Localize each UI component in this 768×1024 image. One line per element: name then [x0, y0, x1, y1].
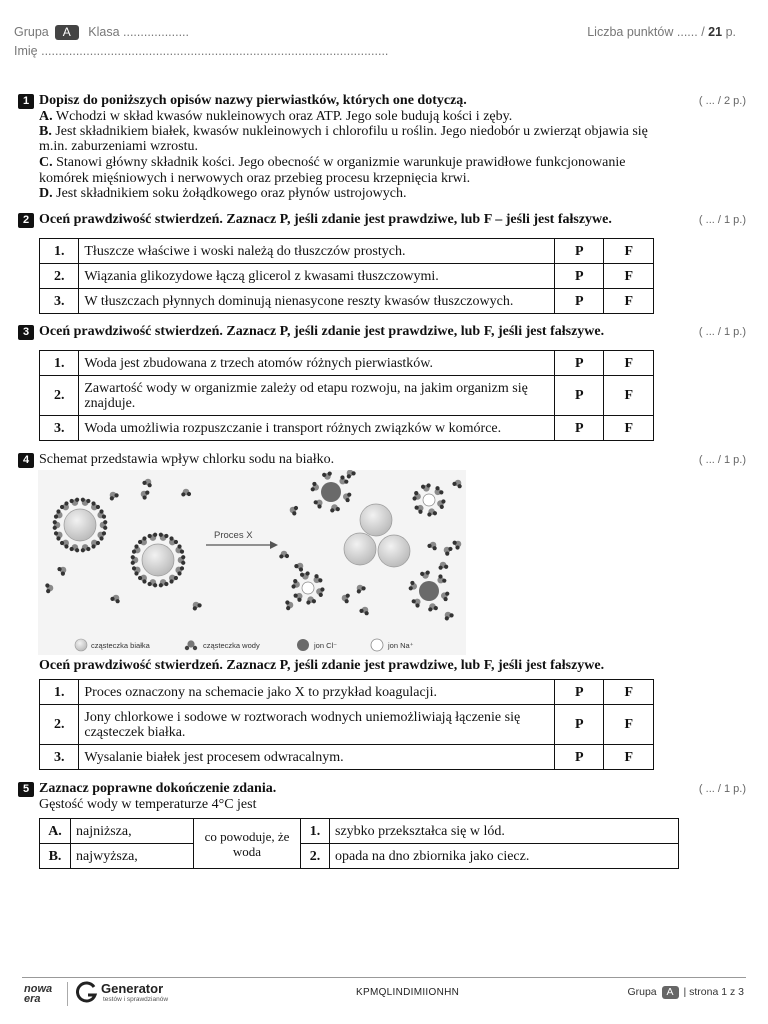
- task-intro: Schemat przedstawia wpływ chlorku sodu na białko.: [39, 452, 335, 467]
- water-h-atom: [421, 485, 425, 489]
- water-h-atom: [415, 506, 419, 510]
- task-points: ( ... / 1 p.): [698, 454, 746, 466]
- task-number: 4: [18, 453, 34, 468]
- option-1[interactable]: szybko przekształca się w lód.: [330, 819, 679, 844]
- water-h-atom: [116, 599, 120, 603]
- water-h-atom: [96, 541, 100, 545]
- water-h-atom: [444, 565, 448, 569]
- table-row: 3. Wysalanie białek jest procesem odwracalnym. P F: [40, 745, 654, 770]
- name-dots: ....................................................................................................: [41, 44, 389, 58]
- water-h-atom: [365, 611, 369, 615]
- water-h-atom: [314, 574, 318, 578]
- water-h-atom: [322, 473, 326, 477]
- water-h-atom: [57, 567, 61, 571]
- task-4-question: [18, 658, 746, 678]
- water-h-atom: [142, 481, 146, 485]
- water-h-atom: [131, 561, 135, 565]
- water-h-atom: [169, 579, 173, 583]
- water-h-atom: [169, 536, 173, 540]
- water-h-atom: [412, 599, 416, 603]
- water-h-atom: [433, 511, 437, 515]
- water-h-atom: [64, 501, 68, 505]
- water-h-atom: [357, 589, 361, 593]
- footer-divider: [22, 977, 746, 978]
- task-title: Zaznacz poprawne dokończenie zdania.: [39, 781, 277, 796]
- table-row: [40, 844, 679, 869]
- task-number: 5: [18, 782, 34, 797]
- protein-molecule: [142, 544, 174, 576]
- water-h-atom: [174, 576, 178, 580]
- legend-cl: jon Cl⁻: [314, 641, 338, 650]
- water-h-atom: [54, 531, 58, 535]
- water-h-atom: [347, 474, 351, 478]
- water-h-atom: [164, 534, 168, 538]
- water-h-atom: [177, 571, 181, 575]
- water-h-atom: [359, 609, 363, 613]
- water-h-atom: [351, 471, 355, 475]
- task-number: 3: [18, 325, 34, 340]
- footer-group-badge: A: [662, 986, 679, 999]
- answer-f[interactable]: F: [604, 351, 654, 376]
- water-h-atom: [56, 536, 60, 540]
- water-h-atom: [46, 589, 50, 593]
- middle-text: co powoduje, że woda: [194, 819, 301, 869]
- task-1: [18, 93, 746, 203]
- chloride-ion: [419, 581, 439, 601]
- table-row: 1. Tłuszcze właściwe i woski należą do tłuszczów prostych. P F: [40, 239, 654, 264]
- water-h-atom: [314, 500, 318, 504]
- water-h-atom: [442, 579, 446, 583]
- class-label: Klasa: [88, 25, 120, 39]
- water-h-atom: [330, 508, 334, 512]
- water-h-atom: [319, 593, 323, 597]
- answer-p[interactable]: P: [555, 239, 604, 264]
- water-h-atom: [164, 582, 168, 586]
- generator-subtitle: testów i sprawdzianów: [103, 996, 169, 1003]
- protein-molecule: [64, 509, 96, 541]
- document-code: KPMQLINDIMIIONHN: [356, 987, 460, 998]
- water-h-atom: [300, 573, 304, 577]
- water-h-atom: [99, 536, 103, 540]
- answer-f[interactable]: F: [604, 416, 654, 441]
- table-row: 1. Proces oznaczony na schemacie jako X to przykład koagulacji. P F: [40, 680, 654, 705]
- legend-water: cząsteczka wody: [203, 641, 260, 650]
- name-label: Imię: [14, 44, 38, 58]
- table-row: 2. Jony chlorkowe i sodowe w roztworach wodnych uniemożliwiają łączenie się cząsteczek białka. P F: [40, 705, 654, 745]
- points-line: [587, 25, 736, 39]
- group-line: [14, 25, 189, 40]
- table-row: 3. W tłuszczach płynnych dominują nienasycone reszty kwasów tłuszczowych. P F: [40, 289, 654, 314]
- water-h-atom: [292, 511, 296, 515]
- water-h-atom: [305, 571, 309, 575]
- water-h-atom: [445, 616, 449, 620]
- water-h-atom: [148, 534, 152, 538]
- task-title: Oceń prawdziwość stwierdzeń. Zaznacz P, jeśli zdanie jest prawdziwe, lub F, jeśli jest fałszywe.: [39, 324, 605, 339]
- water-h-atom: [449, 613, 453, 617]
- points-label: Liczba punktów: [587, 25, 674, 39]
- group-label: Grupa: [14, 25, 49, 39]
- water-h-atom: [145, 490, 149, 494]
- water-h-atom: [427, 544, 431, 548]
- mc-table-task-5: [39, 818, 679, 869]
- water-h-atom: [70, 547, 74, 551]
- points-total: 21: [708, 25, 723, 39]
- water-h-atom: [193, 606, 197, 610]
- water-h-atom: [445, 551, 449, 555]
- water-h-atom: [86, 547, 90, 551]
- water-h-atom: [132, 549, 136, 553]
- tf-table-task-2: [39, 238, 654, 314]
- table-row: 2. Wiązania glikozydowe łączą glicerol z kwasami tłuszczowymi. P F: [40, 264, 654, 289]
- task-points: ( ... / 1 p.): [698, 783, 746, 795]
- water-h-atom: [297, 598, 301, 602]
- water-h-atom: [294, 594, 298, 598]
- task-stem: Gęstość wody w temperaturze 4°C jest: [39, 797, 257, 812]
- water-h-atom: [143, 495, 147, 499]
- water-h-atom: [346, 594, 350, 598]
- water-h-atom: [299, 567, 303, 571]
- water-h-atom: [441, 499, 445, 503]
- answer-f[interactable]: F: [604, 376, 654, 416]
- water-h-atom: [414, 491, 418, 495]
- task-number: 1: [18, 94, 34, 109]
- water-h-atom: [452, 482, 456, 486]
- answer-p[interactable]: P: [555, 289, 604, 314]
- water-h-atom: [153, 583, 157, 587]
- option-1-num[interactable]: 1.: [301, 819, 330, 844]
- table-row: 1. Woda jest zbudowana z trzech atomów różnych pierwiastków. P F: [40, 351, 654, 376]
- water-h-atom: [294, 506, 298, 510]
- water-h-atom: [439, 490, 443, 494]
- water-h-atom: [86, 499, 90, 503]
- water-h-atom: [180, 566, 184, 570]
- item-b-cont: m.in. zaburzeniami wzrostu.: [39, 139, 199, 154]
- legend-protein: cząsteczka białka: [91, 641, 150, 650]
- water-h-atom: [81, 548, 85, 552]
- group-badge: A: [55, 25, 79, 40]
- water-h-atom: [177, 544, 181, 548]
- answer-f[interactable]: F: [604, 745, 654, 770]
- name-line: [14, 44, 388, 58]
- option-a[interactable]: najniższa,: [71, 819, 194, 844]
- water-h-atom: [142, 579, 146, 583]
- task-points: ( ... / 2 p.): [698, 95, 746, 107]
- water-h-atom: [110, 496, 114, 500]
- water-h-atom: [412, 496, 416, 500]
- chloride-ion: [321, 482, 341, 502]
- sodium-ion: [302, 582, 314, 594]
- water-h-atom: [285, 554, 289, 558]
- task-points: ( ... / 1 p.): [698, 214, 746, 226]
- water-h-atom: [443, 597, 447, 601]
- logo-divider: [67, 982, 68, 1006]
- salting-out-diagram: [38, 470, 466, 655]
- sodium-ion: [423, 494, 435, 506]
- water-h-atom: [45, 583, 49, 587]
- task-points: ( ... / 1 p.): [698, 326, 746, 338]
- water-h-atom: [426, 570, 430, 574]
- answer-p[interactable]: P: [555, 351, 604, 376]
- water-h-atom: [159, 533, 163, 537]
- water-h-atom: [418, 510, 422, 514]
- task-title: Dopisz do poniższych opisów nazwy pierwiastków, których one dotyczą.: [39, 93, 467, 108]
- answer-p[interactable]: P: [555, 416, 604, 441]
- water-h-atom: [320, 587, 324, 591]
- water-h-atom: [433, 546, 437, 550]
- answer-p[interactable]: P: [555, 745, 604, 770]
- water-h-atom: [148, 483, 152, 487]
- option-2-num[interactable]: 2.: [301, 844, 330, 869]
- answer-f[interactable]: F: [604, 289, 654, 314]
- water-h-atom: [70, 499, 74, 503]
- water-h-atom: [438, 574, 442, 578]
- points-dots: ......: [676, 25, 698, 39]
- water-h-atom: [294, 564, 298, 568]
- water-h-atom: [187, 492, 191, 496]
- table-row: 3. Woda umożliwia rozpuszczanie i transport różnych związków w komórce. P F: [40, 416, 654, 441]
- item-c-cont: komórek mięśniowych i nerwowych oraz przebieg procesu krzepnięcia krwi.: [39, 171, 471, 186]
- footer-group-label: Grupa: [627, 986, 657, 998]
- item-c: C. Stanowi główny składnik kości. Jego obecność w organizmie warunkuje prawidłowe funkcjonowanie: [39, 155, 626, 170]
- legend-na-icon: [371, 639, 383, 651]
- protein-molecule: [360, 504, 392, 536]
- table-row: [40, 819, 679, 844]
- water-h-atom: [99, 509, 103, 513]
- water-h-atom: [435, 486, 439, 490]
- task-4: [18, 452, 746, 472]
- water-h-atom: [427, 512, 431, 516]
- water-h-atom: [410, 581, 414, 585]
- water-h-atom: [56, 509, 60, 513]
- water-h-atom: [103, 520, 107, 524]
- water-h-atom: [197, 603, 201, 607]
- water-h-atom: [445, 592, 449, 596]
- water-h-atom: [345, 599, 349, 603]
- water-h-atom: [344, 480, 348, 484]
- footer-page-info: [627, 986, 744, 999]
- water-h-atom: [61, 571, 65, 575]
- option-b-letter[interactable]: B.: [40, 844, 71, 869]
- water-h-atom: [293, 579, 297, 583]
- water-h-atom: [131, 555, 135, 559]
- water-h-atom: [434, 606, 438, 610]
- answer-f[interactable]: F: [604, 264, 654, 289]
- answer-f[interactable]: F: [604, 705, 654, 745]
- water-h-atom: [415, 603, 419, 607]
- task-3: [18, 324, 746, 344]
- water-h-atom: [440, 505, 444, 509]
- water-h-atom: [420, 572, 424, 576]
- water-h-atom: [60, 541, 64, 545]
- task-2: [18, 212, 746, 232]
- answer-p[interactable]: P: [555, 680, 604, 705]
- water-h-atom: [53, 526, 57, 530]
- water-h-atom: [134, 571, 138, 575]
- water-h-atom: [102, 514, 106, 518]
- answer-f[interactable]: F: [604, 239, 654, 264]
- legend-cl-icon: [297, 639, 309, 651]
- class-dots: ...................: [123, 25, 190, 39]
- water-h-atom: [279, 554, 283, 558]
- task-5: [18, 781, 746, 817]
- water-h-atom: [409, 586, 413, 590]
- water-h-atom: [180, 549, 184, 553]
- water-h-atom: [102, 531, 106, 535]
- water-h-atom: [134, 544, 138, 548]
- water-h-atom: [311, 487, 315, 491]
- legend-protein-icon: [75, 639, 87, 651]
- task-number: 2: [18, 213, 34, 228]
- footer-page-number: | strona 1 z 3: [683, 986, 744, 998]
- water-h-atom: [132, 566, 136, 570]
- water-h-atom: [148, 582, 152, 586]
- water-h-atom: [96, 505, 100, 509]
- water-h-atom: [138, 540, 142, 544]
- water-h-atom: [103, 526, 107, 530]
- water-h-atom: [426, 483, 430, 487]
- water-h-atom: [312, 599, 316, 603]
- water-h-atom: [159, 583, 163, 587]
- item-a: A. Wchodzi w skład kwasów nukleinowych oraz ATP. Jego sole budują kości i zęby.: [39, 109, 513, 124]
- table-row: 2. Zawartość wody w organizmie zależy od etapu rozwoju, na jakim organizm się znajduje. P F: [40, 376, 654, 416]
- water-h-atom: [448, 547, 452, 551]
- task-title: Oceń prawdziwość stwierdzeń. Zaznacz P, jeśli zdanie jest prawdziwe, lub F, jeśli jest fałszywe.: [39, 658, 605, 673]
- water-h-atom: [64, 544, 68, 548]
- water-h-atom: [181, 555, 185, 559]
- water-h-atom: [153, 533, 157, 537]
- water-h-atom: [328, 471, 332, 475]
- water-h-atom: [181, 561, 185, 565]
- nowa-era-logo: nowa era: [24, 983, 53, 1005]
- water-h-atom: [336, 507, 340, 511]
- water-h-atom: [110, 597, 114, 601]
- water-h-atom: [286, 606, 290, 610]
- water-h-atom: [439, 566, 443, 570]
- answer-p[interactable]: P: [555, 376, 604, 416]
- water-h-atom: [142, 536, 146, 540]
- water-h-atom: [81, 498, 85, 502]
- process-label: Proces X: [214, 530, 253, 541]
- water-h-atom: [54, 514, 58, 518]
- generator-title: Generator: [101, 981, 164, 996]
- water-h-atom: [361, 586, 365, 590]
- water-h-atom: [181, 492, 185, 496]
- water-h-atom: [458, 484, 462, 488]
- water-h-atom: [317, 504, 321, 508]
- water-h-atom: [428, 607, 432, 611]
- task-title: Oceń prawdziwość stwierdzeń. Zaznacz P, jeśli zdanie jest prawdziwe, lub F – jeśli jest fałszywe.: [39, 212, 612, 227]
- tf-table-task-4: [39, 679, 654, 770]
- option-b[interactable]: najwyższa,: [71, 844, 194, 869]
- water-h-atom: [340, 475, 344, 479]
- answer-p[interactable]: P: [555, 264, 604, 289]
- option-a-letter[interactable]: A.: [40, 819, 71, 844]
- protein-molecule: [378, 535, 410, 567]
- water-h-atom: [345, 498, 349, 502]
- water-h-atom: [318, 578, 322, 582]
- water-h-atom: [453, 541, 457, 545]
- water-h-atom: [53, 520, 57, 524]
- water-h-atom: [75, 498, 79, 502]
- points-sep: /: [701, 25, 705, 39]
- generator-logo-icon: [76, 981, 98, 1003]
- answer-p[interactable]: P: [555, 705, 604, 745]
- protein-molecule: [344, 533, 376, 565]
- water-h-atom: [60, 505, 64, 509]
- water-h-atom: [455, 545, 459, 549]
- water-h-atom: [285, 600, 289, 604]
- points-unit: p.: [725, 25, 736, 39]
- tf-table-task-3: [39, 350, 654, 441]
- legend-na: jon Na⁺: [388, 641, 414, 650]
- water-h-atom: [174, 540, 178, 544]
- water-h-atom: [91, 544, 95, 548]
- item-b: B. Jest składnikiem białek, kwasów nukleinowych i chlorofilu u roślin. Jego niedobór u zwierząt objawia się: [39, 124, 648, 139]
- water-h-atom: [91, 501, 95, 505]
- water-h-atom: [306, 600, 310, 604]
- water-h-atom: [138, 576, 142, 580]
- water-h-atom: [114, 493, 118, 497]
- water-h-atom: [347, 493, 351, 497]
- water-h-atom: [312, 482, 316, 486]
- water-h-atom: [291, 584, 295, 588]
- item-d: D. Jest składnikiem soku żołądkowego oraz płynów ustrojowych.: [39, 186, 407, 201]
- water-h-atom: [75, 548, 79, 552]
- answer-f[interactable]: F: [604, 680, 654, 705]
- option-2[interactable]: opada na dno zbiornika jako ciecz.: [330, 844, 679, 869]
